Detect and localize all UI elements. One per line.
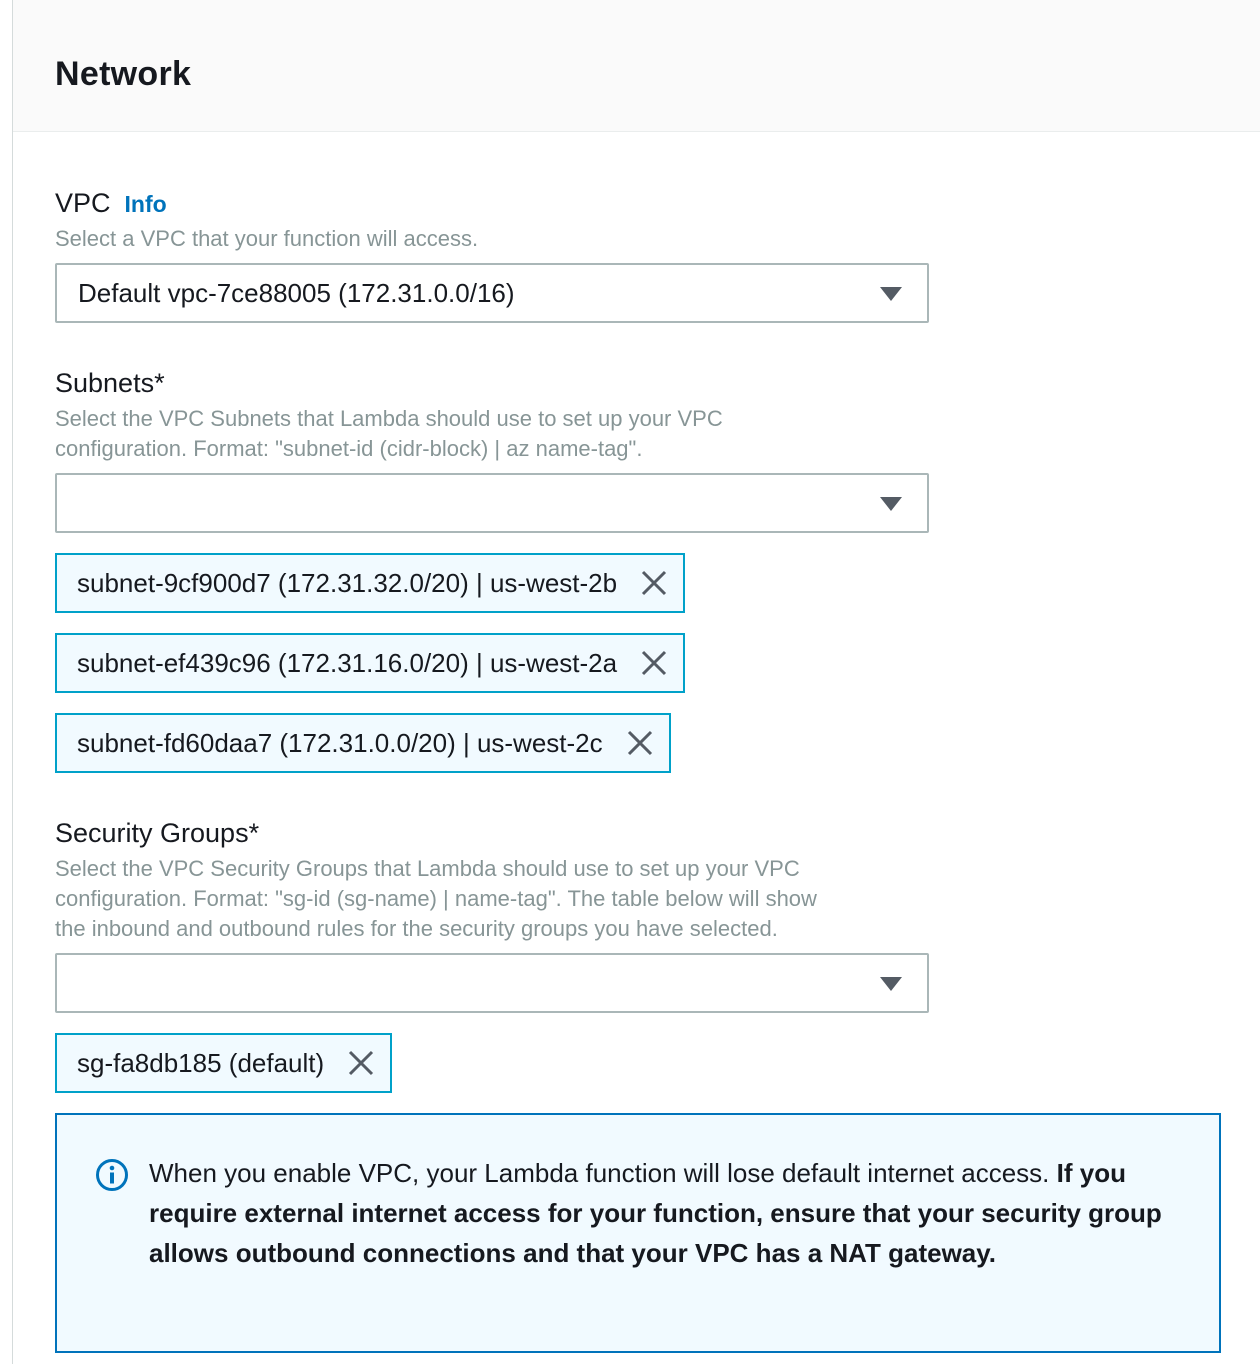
alert-message-bold: If you require external internet access for your function, ensure that your security group allows outbound connections and that your VPC has a NAT gateway. bbox=[149, 1158, 1162, 1268]
alert-message-normal: When you enable VPC, your Lambda function will lose default internet access. bbox=[149, 1158, 1057, 1188]
network-panel bbox=[12, 0, 1260, 1364]
remove-token-button[interactable] bbox=[346, 1048, 376, 1078]
section-title: Network bbox=[55, 55, 192, 93]
security-groups-description-line: the inbound and outbound rules for the security groups you have selected. bbox=[55, 916, 778, 941]
subnet-token bbox=[55, 713, 671, 773]
vpc-field-label bbox=[55, 187, 167, 220]
caret-down-icon bbox=[880, 497, 902, 511]
caret-down-icon bbox=[880, 977, 902, 991]
remove-token-button[interactable] bbox=[639, 568, 669, 598]
subnet-token bbox=[55, 633, 685, 693]
vpc-label: VPC bbox=[55, 188, 111, 218]
subnet-token bbox=[55, 553, 685, 613]
close-icon bbox=[627, 730, 653, 756]
security-groups-description-line: Select the VPC Security Groups that Lambda should use to set up your VPC bbox=[55, 856, 800, 881]
remove-token-button[interactable] bbox=[639, 648, 669, 678]
alert-message bbox=[149, 1153, 1179, 1273]
subnets-description-line: configuration. Format: "subnet-id (cidr-block) | az name-tag". bbox=[55, 436, 643, 461]
security-groups-select[interactable] bbox=[55, 953, 929, 1013]
close-icon bbox=[348, 1050, 374, 1076]
subnets-label: Subnets* bbox=[55, 368, 165, 398]
close-icon bbox=[641, 570, 667, 596]
subnets-description bbox=[55, 404, 723, 464]
security-group-token-label: sg-fa8db185 (default) bbox=[77, 1048, 325, 1078]
security-groups-description-line: configuration. Format: "sg-id (sg-name) | name-tag". The table below will show bbox=[55, 886, 817, 911]
subnet-token-label: subnet-fd60daa7 (172.31.0.0/20) | us-west-2c bbox=[77, 728, 603, 758]
vpc-info-link[interactable]: Info bbox=[124, 191, 167, 217]
subnet-token-label: subnet-ef439c96 (172.31.16.0/20) | us-west-2a bbox=[77, 648, 618, 678]
vpc-select[interactable] bbox=[55, 263, 929, 323]
security-groups-label: Security Groups* bbox=[55, 818, 260, 848]
caret-down-icon bbox=[880, 287, 902, 301]
security-groups-description bbox=[55, 854, 817, 944]
subnets-select[interactable] bbox=[55, 473, 929, 533]
vpc-select-value: Default vpc-7ce88005 (172.31.0.0/16) bbox=[78, 278, 515, 308]
vpc-internet-access-alert bbox=[55, 1113, 1221, 1353]
vpc-description: Select a VPC that your function will access. bbox=[55, 226, 479, 251]
subnets-description-line: Select the VPC Subnets that Lambda should use to set up your VPC bbox=[55, 406, 723, 431]
info-circle-icon bbox=[95, 1158, 129, 1192]
security-group-token bbox=[55, 1033, 392, 1093]
close-icon bbox=[641, 650, 667, 676]
panel-header bbox=[13, 0, 1260, 132]
subnet-token-label: subnet-9cf900d7 (172.31.32.0/20) | us-west-2b bbox=[77, 568, 618, 598]
remove-token-button[interactable] bbox=[625, 728, 655, 758]
